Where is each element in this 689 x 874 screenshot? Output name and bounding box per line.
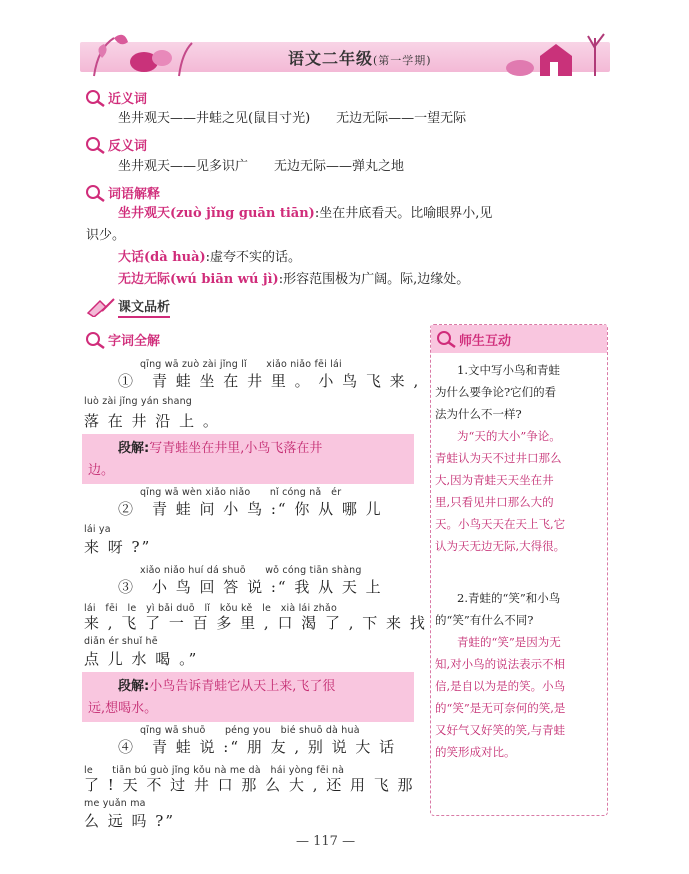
text-line: ④ 青 蛙 说 :“ 朋 友 , 别 说 大 话 [118,738,397,756]
text-line: 了 ! 天 不 过 井 口 那 么 大 , 还 用 飞 那 [84,776,415,794]
lesson-analysis-label: 课文品析 [118,296,170,318]
section-antonyms [84,135,147,154]
answer-line: 大,因为青蛙天天坐在井 [435,473,554,487]
magnifier-icon [84,136,106,154]
word-definition: :坐在井底看天。比喻眼界小,见 [314,206,493,221]
magnifier-icon [84,184,106,202]
lesson-analysis-heading [86,296,170,318]
page-number: — 117 — [296,834,356,849]
section-word-analysis [84,330,160,349]
magnifier-icon [435,330,457,348]
question-line: 法为什么不一样? [435,407,522,421]
answer-line: 为“天的大小”争论。 [457,429,561,443]
flower-decoration-icon [84,28,194,78]
section-title: 字词全解 [108,334,161,349]
section-word-explanations [84,183,160,202]
word-def-3 [118,269,469,291]
pinyin-line: lái fēi le yì bǎi duō lǐ kǒu kě le xià lái zhǎo [84,603,337,614]
pinyin-line: qīng wā zuò zài jǐng lǐ xiǎo niǎo fēi lái [140,359,342,370]
summary-label: 段解: [118,679,150,694]
summary-text: 写青蛙坐在井里,小鸟飞落在井 [149,441,323,456]
teacher-student-interaction-panel [430,324,608,816]
book-pen-icon [86,297,116,317]
section-title: 词语解释 [108,187,161,202]
question-line: 的“笑”有什么不同? [435,613,534,627]
question-line: 为什么要争论?它们的看 [435,385,557,399]
word-term: 坐井观天(zuò jǐng guān tiān) [118,206,315,221]
question-2 [435,587,605,631]
summary-label: 段解: [118,441,150,456]
answer-line: 知,对小鸟的说法表示不相 [435,657,566,671]
book-title: 语文二年级(第一学期) [288,49,432,68]
text-line: ③ 小 鸟 回 答 说 :“ 我 从 天 上 [118,578,383,596]
text-line: ② 青 蛙 问 小 鸟 :“ 你 从 哪 儿 [118,500,383,518]
text-line: 来 呀 ?” [84,538,152,556]
antonyms-line: 坐井观天——见多识广 无边无际——弹丸之地 [118,159,405,174]
word-def-1-cont: 识少。 [86,228,126,243]
text-line: 落 在 井 沿 上 。 [84,412,220,430]
answer-line: 的笑形成对比。 [435,745,516,759]
text-line: ① 青 蛙 坐 在 井 里 。 小 鸟 飞 来 , [118,372,421,390]
summary-text: 小鸟告诉青蛙它从天上来,飞了很 [149,679,336,694]
word-term: 大话(dà huà) [118,250,206,265]
answer-1 [435,425,605,557]
word-definition: :形容范围极为广阔。际,边缘处。 [278,272,470,287]
text-line: 么 远 吗 ?” [84,812,176,830]
text-line: 点 儿 水 喝 。” [84,650,199,668]
word-definition: :虚夸不实的话。 [205,250,302,265]
word-term: 无边无际(wú biān wú jì) [118,272,279,287]
house-decoration-icon [500,28,610,78]
paragraph-summary-1 [82,434,414,484]
magnifier-icon [84,331,106,349]
pinyin-line: diǎn ér shuǐ hē [84,636,158,647]
answer-line: 信,是自以为是的笑。小鸟 [435,679,566,693]
question-line: 1.文中写小鸟和青蛙 [457,363,560,377]
page-header [80,28,610,78]
answer-line: 里,只看见井口那么大的 [435,495,554,509]
question-1 [435,359,605,425]
synonyms-line: 坐井观天——井蛙之见(鼠目寸光) 无边无际——一望无际 [118,111,467,126]
pinyin-line: lái ya [84,524,111,535]
word-def-2 [118,247,301,269]
word-def-1 [118,203,613,225]
answer-line: 天。小鸟天天在天上飞,它 [435,517,566,531]
answer-line: 认为天无边无际,大得很。 [435,539,566,553]
pinyin-line: me yuǎn ma [84,798,146,809]
question-line: 2.青蛙的“笑”和小鸟 [457,591,561,605]
text-line: 来 , 飞 了 一 百 多 里 , 口 渴 了 , 下 来 找 [84,614,427,632]
pinyin-line: qīng wā shuō péng you bié shuō dà huà [140,725,360,736]
answer-2 [435,631,605,763]
summary-text: 远,想喝水。 [88,701,158,716]
answer-line: 青蛙认为天不过井口那么 [435,451,562,465]
book-subtitle: (第一学期) [373,54,432,67]
answer-line: 又好气又好笑的笑,与青蛙 [435,723,566,737]
panel-title: 师生互动 [459,333,512,349]
section-title: 近义词 [108,92,148,107]
answer-line: 青蛙的“笑”是因为无 [457,635,561,649]
panel-header [431,325,607,353]
section-synonyms [84,88,147,107]
summary-text: 边。 [88,463,115,478]
paragraph-summary-2 [82,672,414,722]
pinyin-line: xiǎo niǎo huí dá shuō wǒ cóng tiān shàng [140,565,362,576]
section-title: 反义词 [108,139,148,154]
pinyin-line: le tiān bú guò jǐng kǒu nà me dà hái yòng fēi nà [84,765,345,776]
magnifier-icon [84,89,106,107]
pinyin-line: qīng wā wèn xiǎo niǎo nǐ cóng nǎ ér [140,487,342,498]
answer-line: 的“笑”是无可奈何的笑,是 [435,701,566,715]
pinyin-line: luò zài jǐng yán shang [84,396,193,407]
